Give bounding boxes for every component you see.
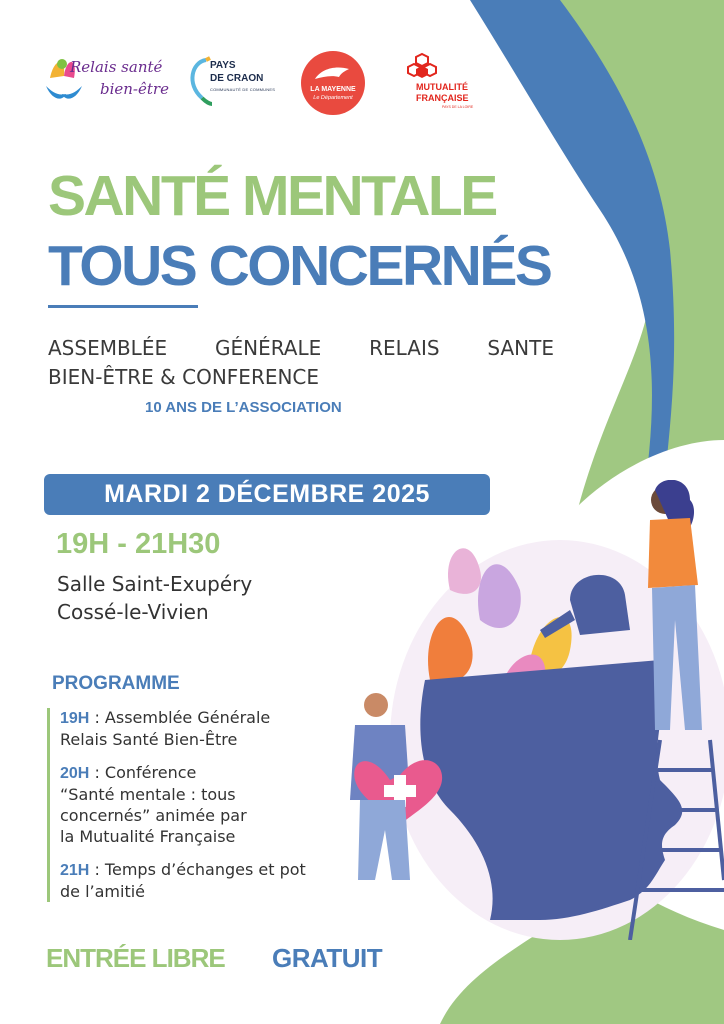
craon-logo-line1: PAYS (210, 60, 236, 71)
man-legs (358, 800, 410, 880)
craon-logo-line2: DE CRAON (210, 73, 264, 84)
horse-icon (301, 55, 365, 89)
mayenne-logo-line1: LA MAYENNE (310, 86, 356, 93)
anniversary-text: 10 ANS DE L’ASSOCIATION (145, 399, 342, 416)
relais-logo-line1: Relais santé (70, 58, 163, 76)
programme-item-text: “Santé mentale : tous (60, 785, 236, 804)
subtitle-line-1: ASSEMBLÉE GÉNÉRALE RELAIS SANTE (48, 336, 554, 360)
programme-item-text: : Temps d’échanges et pot (89, 860, 306, 879)
leaf-icon (448, 548, 481, 594)
programme-item-text: Relais Santé Bien-Être (60, 730, 238, 749)
programme-item-time: 20H (60, 765, 90, 782)
mutualite-logo-line1: MUTUALITÉ (416, 82, 468, 92)
title-line-2: TOUS CONCERNÉS (48, 234, 551, 298)
entry-text: ENTRÉE LIBRE (46, 943, 225, 973)
pays-de-craon-logo (188, 54, 276, 110)
programme-item-time: 19H (60, 710, 90, 727)
programme-item-text: la Mutualité Française (60, 827, 236, 846)
relais-logo-line2: bien-être (100, 80, 169, 98)
woman-body (648, 518, 698, 588)
mutualite-francaise-logo (400, 52, 482, 112)
programme-item-text: : Assemblée Générale (89, 708, 271, 727)
price-text: GRATUIT (272, 943, 383, 973)
mutualite-logo-line2: FRANÇAISE (416, 93, 469, 103)
mental-health-illustration (330, 480, 724, 940)
venue-town: Cossé-le-Vivien (57, 600, 209, 624)
programme-heading: PROGRAMME (52, 673, 180, 694)
programme-item (60, 707, 270, 750)
man-head (364, 693, 388, 717)
subtitle-line-2: BIEN-ÊTRE & CONFERENCE (48, 365, 320, 389)
venue-name: Salle Saint-Exupéry (57, 572, 253, 596)
mutualite-logo-line3: PAYS DE LA LOIRE (442, 105, 474, 109)
programme-item-text: : Conférence (89, 763, 197, 782)
mayenne-logo-line2: Le Département (313, 95, 353, 101)
programme-item-time: 21H (60, 862, 90, 879)
relais-sante-logo (44, 48, 169, 110)
title-line-1: SANTÉ MENTALE (48, 164, 496, 228)
craon-arc-icon (188, 54, 212, 110)
event-time: 19H - 21H30 (56, 528, 221, 560)
programme-item (60, 762, 247, 847)
title-underline (48, 305, 198, 308)
programme-item-text: concernés” animée par (60, 806, 247, 825)
programme-accent-bar (47, 708, 50, 902)
event-date: MARDI 2 DÉCEMBRE 2025 (104, 480, 430, 508)
hexagons-icon (402, 52, 442, 82)
craon-logo-line3: COMMUNAUTÉ DE COMMUNES (210, 87, 276, 92)
programme-item (60, 859, 306, 902)
la-mayenne-logo (301, 51, 365, 115)
programme-item-text: de l’amitié (60, 882, 146, 901)
